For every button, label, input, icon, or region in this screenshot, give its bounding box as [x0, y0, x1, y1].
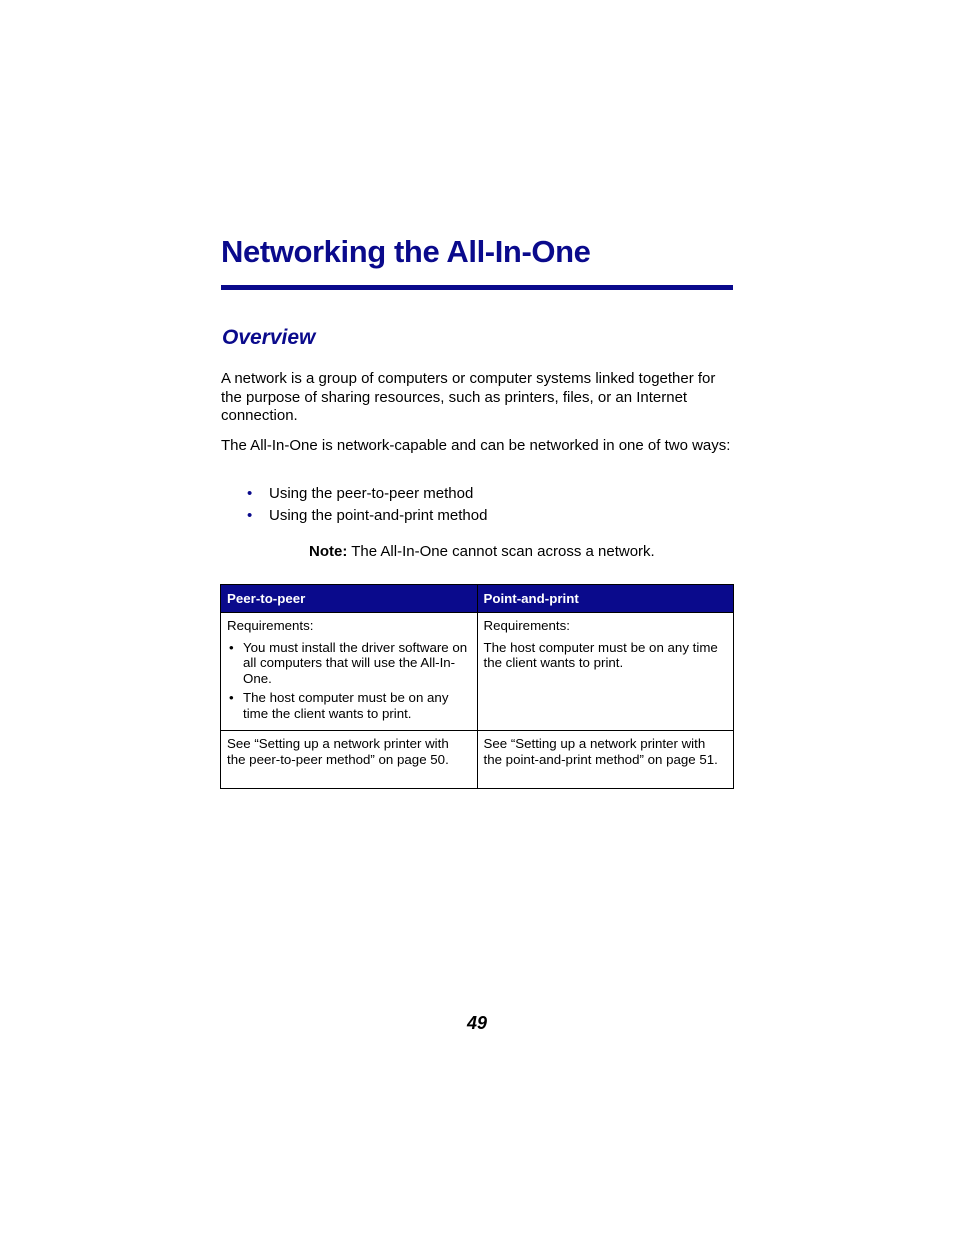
requirements-label: Requirements: [483, 618, 570, 633]
note-text: The All-In-One cannot scan across a network. [347, 543, 655, 560]
peer-reference-cell: See “Setting up a network printer with the peer-to-peer method” on page 50. [221, 731, 478, 789]
point-requirements-cell [477, 613, 734, 731]
list-item: • Using the point-and-print method [247, 505, 487, 527]
intro-paragraph: A network is a group of computers or computer systems linked together for the purpose of sharing resources, such as printers, files, or an Internet connection. [221, 370, 716, 425]
methods-list [247, 483, 487, 527]
list-item: • Using the peer-to-peer method [247, 483, 487, 505]
table-row [221, 731, 734, 789]
note-label: Note: [309, 543, 348, 560]
title-rule [221, 285, 733, 290]
section-heading: Overview [222, 326, 316, 349]
bullet-icon: • [247, 507, 253, 524]
point-reference-cell: See “Setting up a network printer with the point-and-print method” on page 51. [477, 731, 734, 789]
peer-requirements-list [227, 640, 471, 722]
bullet-icon: • [247, 485, 253, 502]
point-requirement-text: The host computer must be on any time the client wants to print. [483, 639, 718, 670]
list-item: • The host computer must be on any time the client wants to print. [229, 690, 449, 721]
table-header-peer: Peer-to-peer [221, 585, 478, 613]
page-number: 49 [466, 1013, 488, 1033]
list-item: • You must install the driver software on all computers that will use the All-In-One. [229, 639, 468, 686]
page-title: Networking the All-In-One [221, 234, 591, 269]
capability-paragraph: The All-In-One is network-capable and can be networked in one of two ways: [221, 437, 731, 454]
note [309, 543, 655, 560]
requirements-label: Requirements: [227, 618, 314, 633]
peer-requirements-cell [221, 613, 478, 731]
table-row [221, 613, 734, 731]
comparison-table [220, 584, 734, 789]
table-header-point: Point-and-print [477, 585, 734, 613]
